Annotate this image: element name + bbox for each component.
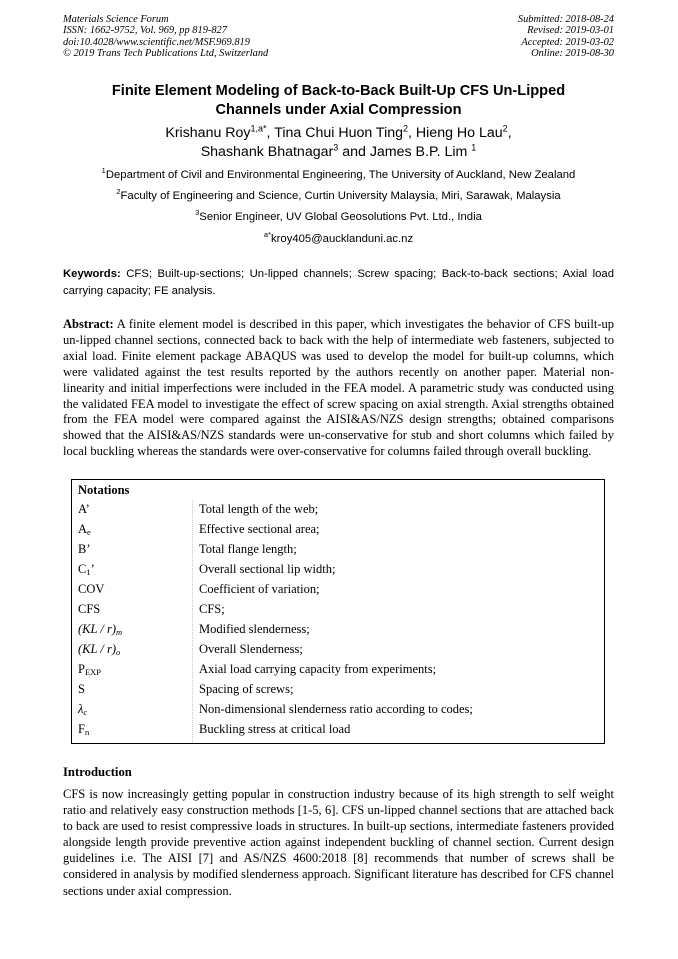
journal-copyright: © 2019 Trans Tech Publications Ltd, Switzerland (63, 48, 269, 60)
affiliation-1 (63, 168, 614, 182)
affiliation-2 (63, 189, 614, 203)
affiliation-text: Senior Engineer, UV Global Geosolutions Pvt. Ltd., India (199, 211, 482, 223)
journal-doi: doi:10.4028/www.scientific.net/MSF.969.819 (63, 36, 250, 48)
notation-row (72, 660, 604, 680)
affiliation-sup: 3 (195, 208, 200, 218)
notation-definition: Total length of the web; (199, 502, 319, 516)
notation-row (72, 500, 604, 520)
notation-row (72, 520, 604, 540)
notation-definition: Modified slenderness; (199, 622, 310, 636)
notation-definition: CFS; (199, 602, 225, 616)
affiliation-3 (63, 210, 614, 224)
submission-dates (518, 14, 614, 60)
notation-row (72, 680, 604, 700)
notation-symbol: S (78, 682, 85, 696)
notation-symbol: B’ (78, 542, 91, 556)
notation-symbol: $\lambda_c$ (78, 702, 88, 717)
notation-row (72, 600, 604, 620)
notation-row (72, 620, 604, 640)
author-list (63, 124, 614, 162)
notation-symbol: COV (78, 582, 105, 596)
keywords-label: Keywords: (63, 268, 121, 280)
notation-definition: Overall sectional lip width; (199, 562, 336, 576)
notation-symbol: A’ (78, 502, 90, 516)
notation-symbol: $P_{EXP}$ (78, 662, 102, 677)
notations-heading: Notations (78, 483, 130, 497)
author-sup: 2 (403, 123, 409, 134)
affiliation-text: Department of Civil and Environmental Engineering, The University of Auckland, New Zealand (105, 169, 576, 181)
author-sup: 1,a* (250, 123, 267, 134)
corresponding-email (63, 232, 614, 246)
keywords (63, 266, 614, 299)
journal-name: Materials Science Forum (63, 14, 169, 25)
author-sup: 1 (471, 142, 477, 153)
notation-definition: Non-dimensional slenderness ratio according to codes; (199, 702, 473, 716)
author-name: Hieng Ho Lau (415, 125, 503, 141)
notation-symbol: $(KL / r)_m$ (78, 622, 123, 637)
email-text: kroy405@aucklanduni.ac.nz (271, 233, 414, 245)
notation-definition: Overall Slenderness; (199, 642, 303, 656)
keywords-text: CFS; Built-up-sections; Un-lipped channels; Screw spacing; Back-to-back sections; Axial load carrying capacity; FE analysis. (63, 268, 614, 297)
notation-definition: Spacing of screws; (199, 682, 294, 696)
date-accepted: Accepted: 2019-03-02 (521, 36, 614, 48)
notation-definition: Buckling stress at critical load (199, 722, 351, 736)
author-name: Krishanu Roy (165, 125, 251, 141)
notation-row (72, 560, 604, 580)
notation-row (72, 540, 604, 560)
date-revised: Revised: 2019-03-01 (527, 25, 614, 37)
author-name: Shashank Bhatnagar (200, 144, 334, 160)
notation-definition: Total flange length; (199, 542, 297, 556)
date-online: Online: 2019-08-30 (531, 48, 614, 60)
notation-symbol: $A_e$ (78, 522, 91, 537)
author-name: James B.P. Lim (369, 144, 468, 160)
date-submitted: Submitted: 2018-08-24 (517, 14, 614, 25)
journal-info (63, 14, 268, 60)
notation-symbol: CFS (78, 602, 101, 616)
abstract-text: A finite element model is described in this paper, which investigates the behavior of CFS built-up un-lipped channel sections, connected back to back with the help of intermediate web fasteners, subjected to axial load. Finite element package ABAQUS was used to develop the model for built-up columns, which were validated against the test results reported by the authors recently on another paper. Material non-linearity and initial imperfections were included in the FEA model. A parametric study was conducted using the validated FEA model to investigate the effect of screw spacing on axial strength. Axial strengths obtained from the FEA model were compared against the AISI&AS/NZS design strengths; obtained comparisons showed that the AISI&AS/NZS standards were un-conservative for stub and short columns which failed by local buckling whereas the standards were over-conservative for columns failed through overall buckling. (63, 317, 614, 459)
affiliation-text: Faculty of Engineering and Science, Curtin University Malaysia, Miri, Sarawak, Malaysia (120, 190, 561, 202)
notations-box (71, 479, 605, 744)
introduction-heading: Introduction (63, 765, 132, 779)
notation-row (72, 720, 604, 740)
notation-definition: Axial load carrying capacity from experiments; (199, 662, 437, 676)
title-line-1: Finite Element Modeling of Back-to-Back Built-Up CFS Un-Lipped (111, 83, 566, 99)
notation-row (72, 700, 604, 720)
journal-issn: ISSN: 1662-9752, Vol. 969, pp 819-827 (63, 25, 227, 37)
notation-symbol: $(KL / r)_o$ (78, 642, 121, 657)
notation-definition: Effective sectional area; (199, 522, 320, 536)
title-line-2: Channels under Axial Compression (215, 102, 462, 118)
introduction-text: CFS is now increasingly getting popular in construction industry because of its high strength to self weight ratio and relatively easy construction methods [1-5, 6]. CFS un-lipped channel sections that are attached back to back are used to resist compressive loads in structures. In built-up sections, intermediate fasteners provided alongside length provide preventive action against independent buckling of channel section. Current design guidelines i.e. The AISI [7] and AS/NZS 4600:2018 [8] recommends that number of screws shall be considered in analysis by modified slenderness approach. Significant literature has described for CFS channel sections under axial compression. (63, 787, 614, 898)
author-sup: 2 (502, 123, 508, 134)
author-name: Tina Chui Huon Ting (274, 125, 403, 141)
authors-line-2: Shashank Bhatnagar$^3$ and James B.P. Lim $^1$ (200, 142, 477, 160)
notation-definition: Coefficient of variation; (199, 582, 320, 596)
author-sup: 3 (333, 142, 339, 153)
notation-symbol: $C_1$’ (78, 562, 95, 577)
notation-row (72, 580, 604, 600)
notation-row (72, 640, 604, 660)
abstract (63, 317, 614, 460)
notation-symbol: $F_n$ (78, 722, 90, 737)
email-sup: a* (263, 230, 271, 240)
paper-title (63, 82, 614, 120)
authors-line-1: Krishanu Roy$^{1,a*}$, Tina Chui Huon Ting$^2$, Hieng Ho Lau$^2$, (165, 123, 512, 141)
affiliation-sup: 2 (116, 187, 121, 197)
affiliation-sup: 1 (101, 166, 106, 176)
abstract-label: Abstract: (63, 317, 114, 331)
